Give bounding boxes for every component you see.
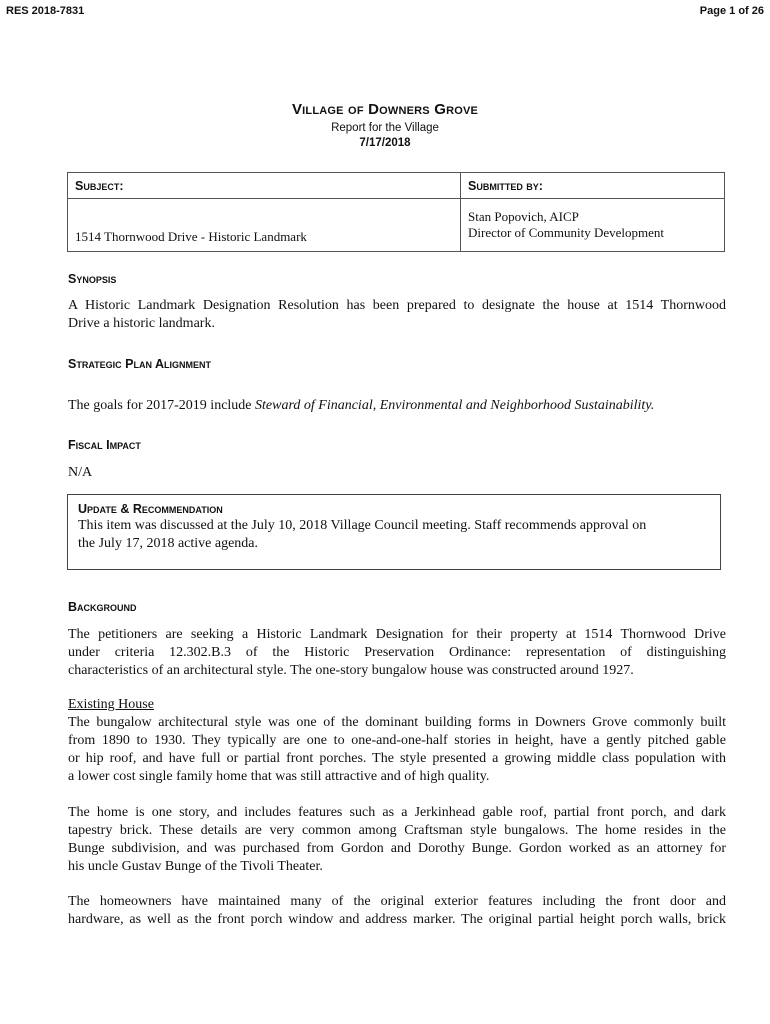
report-date: 7/17/2018 <box>359 137 411 149</box>
synopsis-text: A Historic Landmark Designation Resolution has been prepared to designate the house at 1514 Thornwood Drive a historic landmark. <box>68 298 726 331</box>
update-recommendation-box <box>67 494 721 570</box>
subject-value: 1514 Thornwood Drive - Historic Landmark <box>68 199 461 252</box>
submitter-title: Director of Community Development <box>468 225 665 240</box>
background-heading: Background <box>68 600 137 614</box>
synopsis-heading: Synopsis <box>68 272 117 286</box>
background-paragraph-2: The bungalow architectural style was one of the dominant building forms in Downers Grove commonly built from 1890 to 1930. They typically are one to one-and-one-half stories in height, have a gently pitched gable or hip roof, and have full or partial front porches. The style presented a growing middle class population with a lower cost single family home that was still attractive and of high quality. <box>68 715 726 784</box>
submitter-name: Stan Popovich, AICP <box>468 209 579 224</box>
background-paragraph-4: The homeowners have maintained many of the original exterior features including the front door and hardware, as well as the front porch window and address marker. The original partial height porch walls, brick <box>68 894 726 927</box>
fiscal-text: N/A <box>68 465 93 480</box>
page-indicator: Page 1 of 26 <box>699 5 764 17</box>
background-paragraph-3: The home is one story, and includes features such as a Jerkinhead gable roof, partial front porch, and dark tapestry brick. These details are very common among Craftsman style bungalows. The home resides in the Bunge subdivision, and was purchased from Gordon and Dorothy Bunge. Gordon worked as an attorney for his uncle Gustav Bunge of the Tivoli Theater. <box>68 805 726 874</box>
submitter-value <box>461 199 725 252</box>
submitted-by-label: Submitted by: <box>461 173 725 199</box>
report-number: RES 2018-7831 <box>6 5 85 17</box>
fiscal-heading: Fiscal Impact <box>68 438 141 452</box>
strategic-heading: Strategic Plan Alignment <box>68 357 212 371</box>
update-text: This item was discussed at the July 10, 2018 Village Council meeting. Staff recommends approval on the July 17, 2018 active agenda. <box>78 518 647 551</box>
page-title: Village of Downers Grove <box>291 101 479 118</box>
update-heading: Update & Recommendation <box>78 502 223 516</box>
subject-table <box>67 172 725 252</box>
subject-label: Subject: <box>68 173 461 199</box>
report-subtitle: Report for the Village <box>331 122 439 134</box>
background-paragraph-1: The petitioners are seeking a Historic Landmark Designation for their property at 1514 Thornwood Drive under criteria 12.302.B.3 of the Historic Preservation Ordinance: representation of distinguishing characteristics of an architectural style. The one-story bungalow house was constructed around 1927. <box>68 627 726 678</box>
strategic-text: The goals for 2017-2019 include Steward of Financial, Environmental and Neighborhood Sustainability. <box>68 398 655 413</box>
existing-house-heading: Existing House <box>68 697 154 712</box>
